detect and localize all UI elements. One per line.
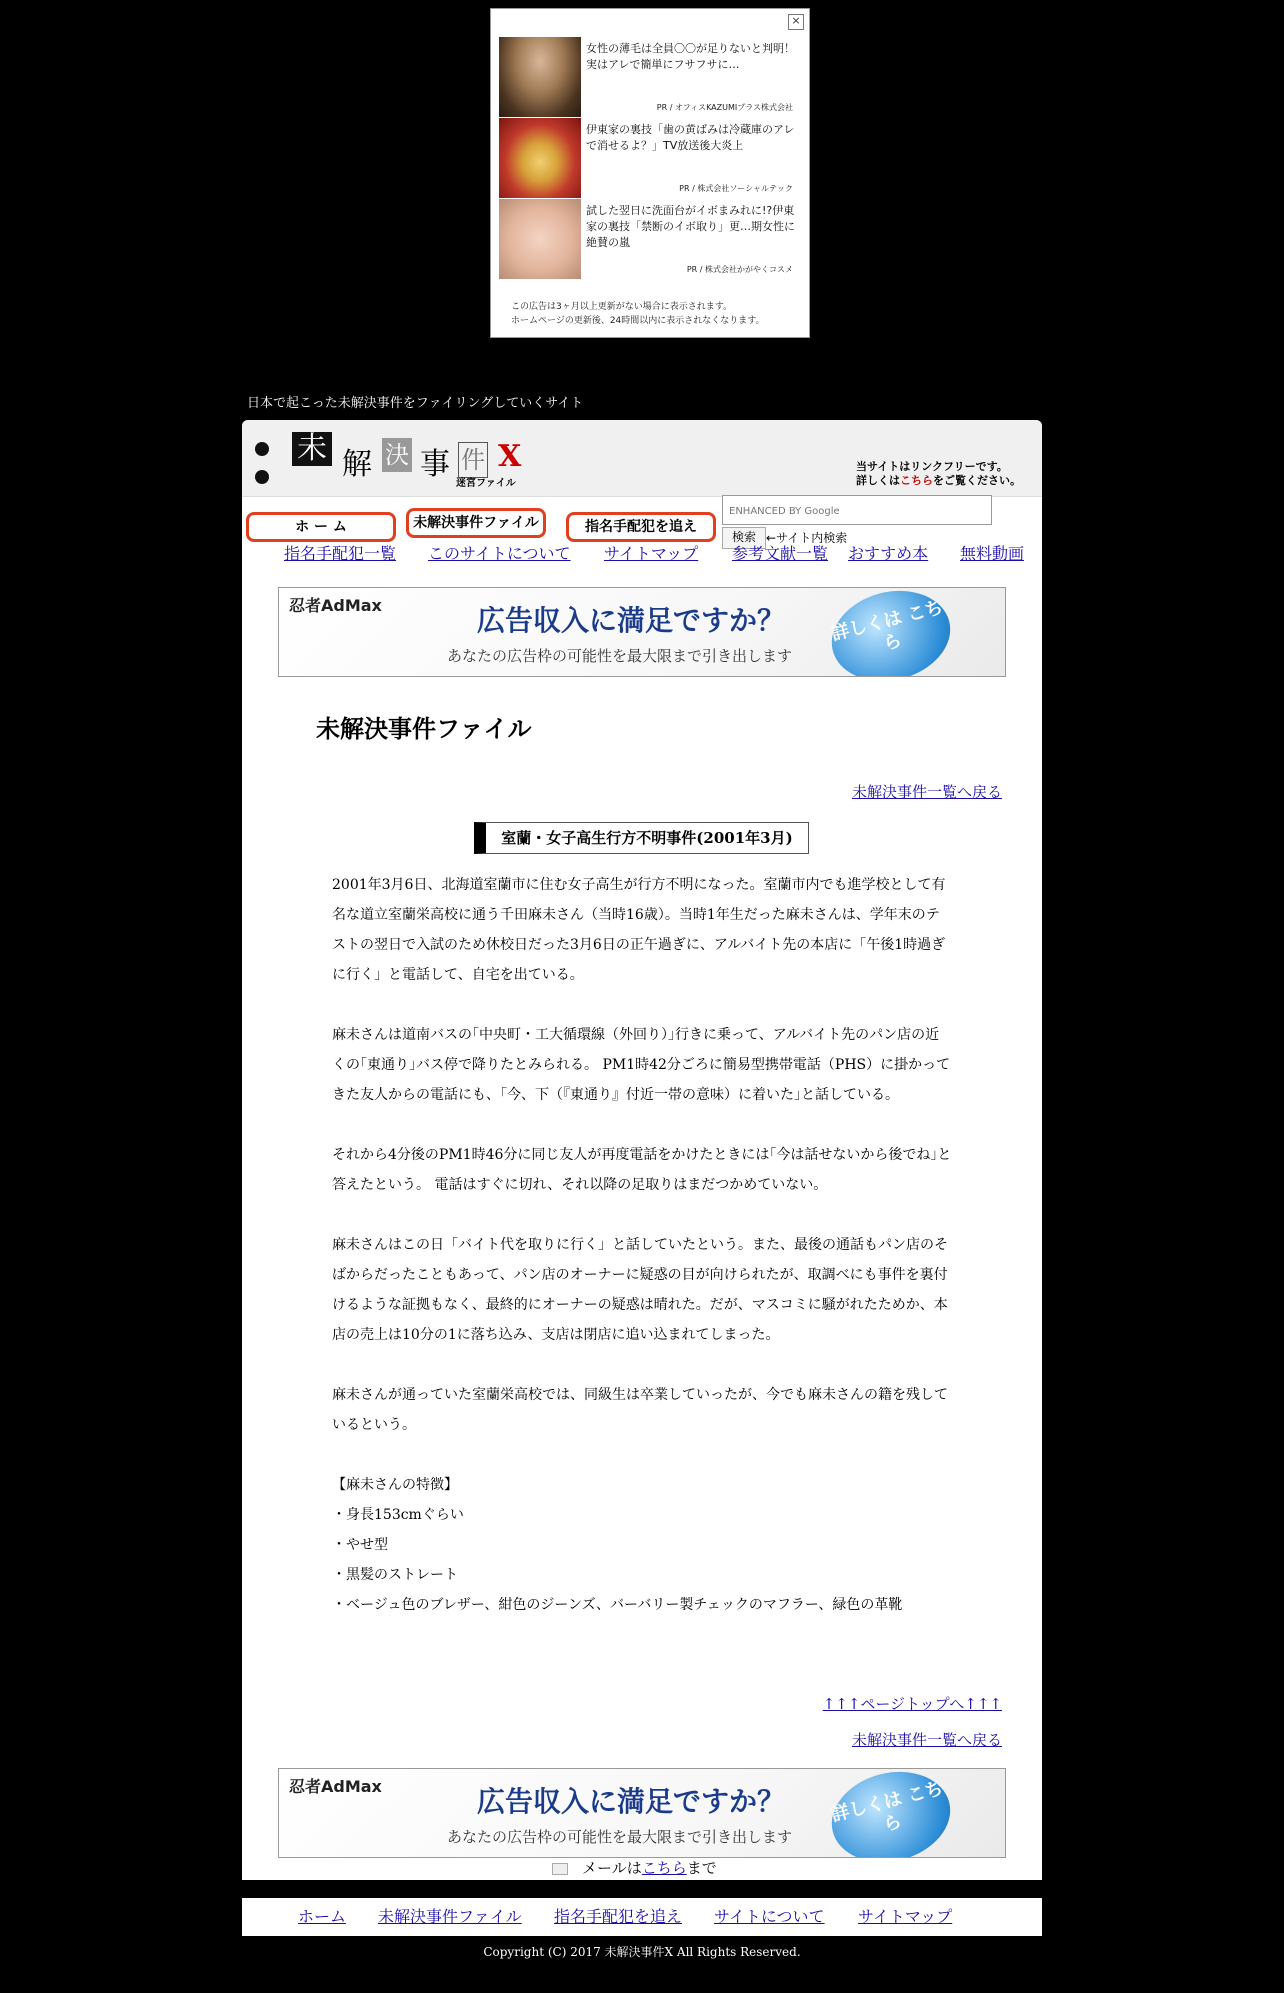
ad-source: PR / 株式会社かがやくコスメ [686,265,793,274]
link-free-notice [856,460,1021,488]
footer-link-about[interactable]: サイトについて [714,1907,825,1926]
nav-unsolved-button[interactable]: 未解決事件ファイル [406,508,546,538]
ad-note-line: ホームページの更新後、24時間以内に表示されなくなります。 [511,316,765,326]
ad-headline[interactable]: 女性の薄毛は全員〇〇が足りないと判明！実はアレで簡単にフサフサに… [586,42,795,71]
link-free-link[interactable]: こちら [900,474,933,487]
list-item: ・身長153cmぐらい [332,1507,464,1523]
ad-thumbnail-hair[interactable] [499,37,581,117]
article-paragraph: それから4分後のPM1時46分に同じ友人が再度電話をかけたときには｢今は話せないから後でね｣と答えたという。 電話はすぐに切れ、それ以降の足取りはまだつかめていない。 [332,1147,952,1193]
subnav-about[interactable]: このサイトについて [428,544,571,563]
logo-char: X [498,439,522,474]
footer-link-sitemap[interactable]: サイトマップ [858,1907,953,1926]
page-container [242,420,1042,1880]
mail-link[interactable]: こちら [641,1859,687,1877]
case-title: 室蘭・女子高生行方不明事件(2001年3月) [474,822,809,854]
search-field[interactable] [722,495,992,525]
article-paragraph: 麻未さんはこの日「バイト代を取りに行く」と話していたという。また、最後の通話もパン店のそばからだったこともあって、パン店のオーナーに疑惑の目が向けられたが、取調べにも事件を裏付けるような証拠もなく、最終的にオーナーの疑惑は晴れた。だが、マスコミに騒がれたためか、本店の売上は10分の1に落ち込み、支店は閉店に追い込まれてしまった。 [332,1237,948,1343]
link-free-text: をご覧ください。 [933,474,1021,487]
logo-char: 未 [292,432,332,466]
logo-char: 件 [458,442,488,478]
back-to-list-link[interactable]: 未解決事件一覧へ戻る [851,783,1002,801]
ad-banner-top[interactable] [278,587,1006,677]
bullet-icon [255,470,269,484]
site-header [242,420,1042,497]
ad-source: PR / 株式会社ソーシャルテック [679,184,793,193]
ad-item[interactable] [499,118,799,198]
banner-subtext: あなたの広告枠の可能性を最大限まで引き出します [447,647,793,665]
logo-char: 解 [342,447,372,482]
banner-headline: 広告収入に満足ですか？ [477,1785,786,1818]
logo-char: 事 [420,447,450,482]
banner-cta[interactable]: 詳しくは こちら [822,1768,960,1858]
features-list [332,1500,952,1620]
footer-navigation [242,1898,1042,1936]
footer-link-home[interactable]: ホーム [298,1907,347,1926]
ad-source: PR / オフィスKAZUMIプラス株式会社 [656,103,793,112]
logo-subtitle: 迷宮ファイル [456,478,516,489]
footer-link-wanted[interactable]: 指名手配犯を追え [554,1907,683,1926]
ad-headline[interactable]: 伊東家の裏技「歯の黄ばみは冷蔵庫のアレで消せるよ？」TV放送後大炎上 [586,123,795,152]
search-note: ←サイト内検索 [766,531,848,545]
list-item: ・ベージュ色のブレザー、紺色のジーンズ、バーバリー製チェックのマフラー、緑色の革靴 [332,1597,903,1613]
site-tagline: 日本で起こった未解決事件をファイリングしていくサイト [247,396,584,411]
mail-line [552,1858,717,1878]
ad-item[interactable] [499,37,799,117]
article-paragraph: 麻未さんが通っていた室蘭栄高校では、同級生は卒業していったが、今でも麻未さんの籍を残しているという。 [332,1387,948,1433]
list-item: ・黒髪のストレート [332,1567,458,1583]
mail-text: まで [686,1859,717,1877]
mail-text: メールは [582,1859,642,1877]
footer-link-unsolved[interactable]: 未解決事件ファイル [378,1907,522,1926]
subnav-sitemap[interactable]: サイトマップ [604,544,699,563]
back-to-list-link[interactable]: 未解決事件一覧へ戻る [851,1731,1002,1749]
article-body [332,870,952,1620]
subnav-wanted-list[interactable]: 指名手配犯一覧 [284,544,397,563]
nav-home-button[interactable]: ホ ー ム [246,512,396,542]
ad-thumbnail-teeth[interactable] [499,118,581,198]
page-title: 未解決事件ファイル [316,715,532,743]
ad-item[interactable] [499,199,799,279]
search-input[interactable] [727,497,989,525]
banner-subtext: あなたの広告枠の可能性を最大限まで引き出します [447,1828,793,1846]
copyright: Copyright (C) 2017 未解決事件X All Rights Reserved. [483,1945,801,1959]
search-button[interactable]: 検索 [722,527,766,549]
close-icon[interactable]: × [788,14,804,30]
features-heading: 【麻未さんの特徴】 [332,1477,458,1493]
ad-popup [490,8,810,338]
page-top-link[interactable]: ↑↑↑ページトップへ↑↑↑ [822,1695,1002,1713]
ad-note-line: この広告は3ヶ月以上更新がない場合に表示されます。 [511,302,733,312]
ad-headline[interactable]: 試した翌日に洗面台がイボまみれに!?伊東家の裏技「禁断のイボ取り」更…期女性に絶賛の嵐 [586,204,795,249]
banner-cta[interactable]: 詳しくは こちら [822,587,960,677]
subnav-free-videos[interactable]: 無料動画 [960,544,1025,563]
mail-icon [552,1863,568,1875]
nav-wanted-button[interactable]: 指名手配犯を追え [566,512,716,542]
subnav-references[interactable]: 参考文献一覧 [732,544,829,563]
logo-char: 決 [382,438,412,472]
bullet-icon [255,442,269,456]
link-free-text: 当サイトはリンクフリーです。 [856,460,1008,473]
banner-logo: 忍者AdMax [289,596,382,615]
banner-logo: 忍者AdMax [289,1777,382,1796]
ad-thumbnail-neck[interactable] [499,199,581,279]
list-item: ・やせ型 [332,1537,388,1553]
subnav-recommended-books[interactable]: おすすめ本 [848,544,929,563]
article-paragraph: 麻未さんは道南バスの｢中央町・工大循環線（外回り）｣行きに乗って、アルバイト先のパン店の近くの｢東通り｣バス停で降りたとみられる。 PM1時42分ごろに簡易型携帯電話（PHS）に掛かってきた友人からの電話にも、｢今、下（『東通り』付近一帯の意味）に着いた｣と話している。 [332,1027,951,1103]
article-paragraph: 2001年3月6日、北海道室蘭市に住む女子高生が行方不明になった。室蘭市内でも進学校として有名な道立室蘭栄高校に通う千田麻未さん（当時16歳）。当時1年生だった麻未さんは、学年末のテストの翌日で入試のため休校日だった3月6日の正午過ぎに、アルバイト先の本店に「午後1時過ぎに行く」と電話して、自宅を出ている。 [332,877,946,983]
ad-banner-bottom[interactable] [278,1768,1006,1858]
banner-headline: 広告収入に満足ですか？ [477,604,786,637]
ad-note [511,300,765,328]
link-free-text: 詳しくは [856,474,900,487]
